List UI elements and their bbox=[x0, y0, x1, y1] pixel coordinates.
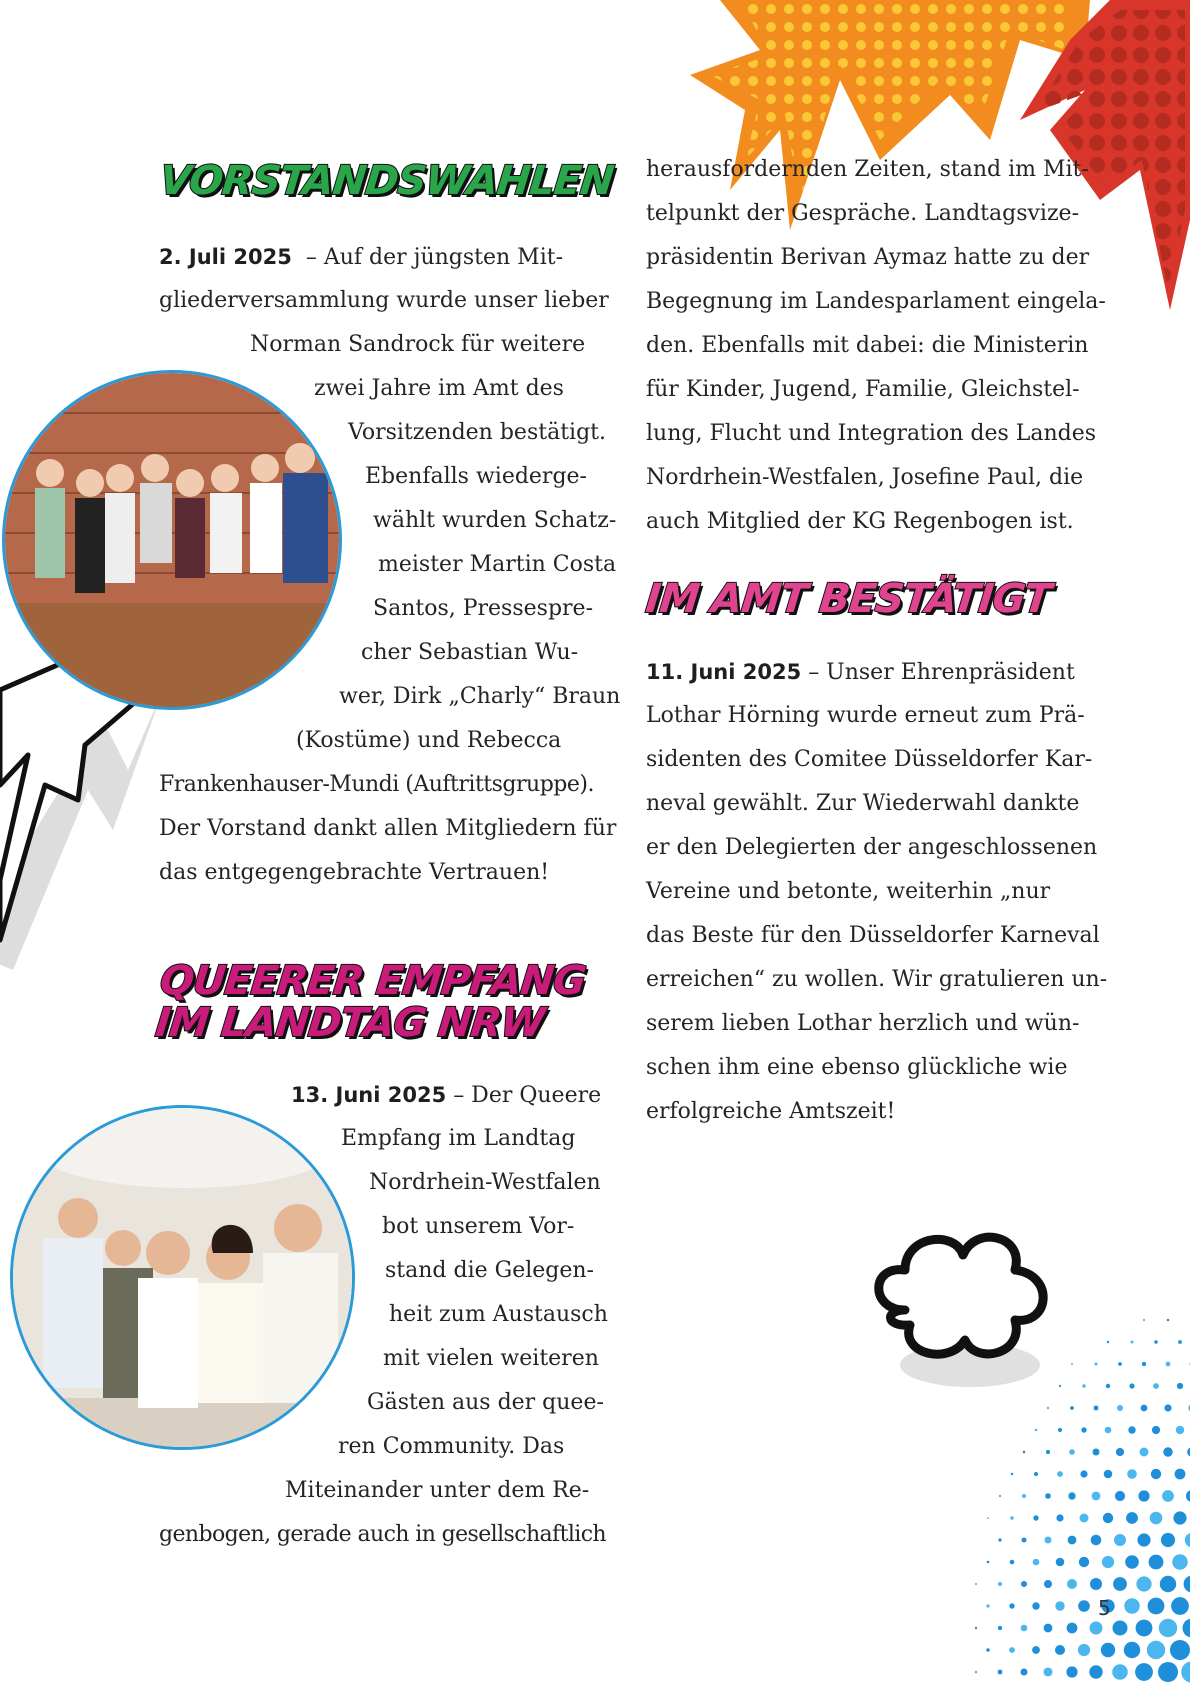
halftone-dot bbox=[1068, 1492, 1075, 1499]
halftone-dot bbox=[1021, 1581, 1027, 1587]
halftone-dot bbox=[1047, 1407, 1049, 1409]
halftone-dot bbox=[1105, 1427, 1112, 1434]
text-line: stand die Gelegen- bbox=[385, 1258, 594, 1283]
text-line: cher Sebastian Wu- bbox=[361, 640, 579, 665]
halftone-dot bbox=[1089, 1665, 1102, 1678]
text-line: Lothar Hörning wurde erneut zum Prä- bbox=[646, 703, 1085, 728]
halftone-dot bbox=[1176, 1426, 1184, 1434]
text-line: Gästen aus der quee- bbox=[367, 1390, 604, 1415]
halftone-dot bbox=[1116, 1448, 1124, 1456]
halftone-dot bbox=[1009, 1647, 1015, 1653]
halftone-dot bbox=[1163, 1447, 1172, 1456]
halftone-dot bbox=[999, 1495, 1001, 1497]
halftone-dot bbox=[1021, 1625, 1028, 1632]
text-line: Der Vorstand dankt allen Mitgliedern für bbox=[159, 816, 617, 841]
halftone-dot bbox=[1078, 1600, 1090, 1612]
halftone-dot bbox=[1106, 1384, 1110, 1388]
halftone-dot bbox=[1113, 1621, 1128, 1636]
halftone-dot bbox=[1045, 1537, 1052, 1544]
page-number: 5 bbox=[1098, 1596, 1111, 1620]
halftone-dot bbox=[1033, 1559, 1040, 1566]
halftone-dot bbox=[1143, 1319, 1145, 1321]
halftone-dot bbox=[1032, 1646, 1040, 1654]
halftone-dot bbox=[998, 1538, 1001, 1541]
halftone-dot bbox=[1093, 1449, 1100, 1456]
text-line: Santos, Pressespre- bbox=[373, 596, 593, 621]
text-line: bot unserem Vor- bbox=[382, 1214, 575, 1239]
halftone-dot bbox=[1091, 1535, 1102, 1546]
text-line: Miteinander unter dem Re- bbox=[285, 1478, 590, 1503]
halftone-dot bbox=[1044, 1624, 1053, 1633]
text-line: sidenten des Comitee Düsseldorfer Kar- bbox=[646, 747, 1093, 772]
halftone-dot bbox=[1135, 1663, 1153, 1681]
text-line: mit vielen weiteren bbox=[383, 1346, 599, 1371]
halftone-dot bbox=[1127, 1469, 1137, 1479]
text-line: genbogen, gerade auch in gesellschaftlich bbox=[159, 1522, 606, 1547]
halftone-dot bbox=[998, 1582, 1002, 1586]
text-line: Begegnung im Landesparlament eingela- bbox=[646, 289, 1106, 314]
text-line: lung, Flucht und Integration des Landes bbox=[646, 421, 1097, 446]
text-line: wählt wurden Schatz- bbox=[373, 508, 617, 533]
halftone-dot bbox=[1147, 1641, 1165, 1659]
halftone-dot bbox=[1151, 1469, 1161, 1479]
halftone-dot bbox=[1090, 1578, 1102, 1590]
halftone-dot bbox=[1045, 1493, 1051, 1499]
text-line: den. Ebenfalls mit dabei: die Ministerin bbox=[646, 333, 1089, 358]
text-line: – Auf der jüngsten Mit- bbox=[305, 245, 564, 270]
halftone-dot bbox=[1078, 1644, 1090, 1656]
halftone-dot bbox=[1136, 1576, 1151, 1591]
halftone-dot bbox=[1154, 1340, 1158, 1344]
halftone-dot bbox=[1159, 1619, 1177, 1637]
halftone-dot bbox=[1175, 1469, 1186, 1480]
section-heading-im-amt-bestaetigt: IM AMT BESTÄTIGT bbox=[643, 576, 1053, 622]
halftone-dot bbox=[1161, 1533, 1175, 1547]
halftone-dot bbox=[1148, 1598, 1165, 1615]
halftone-dot bbox=[1101, 1643, 1115, 1657]
halftone-dot bbox=[1010, 1560, 1015, 1565]
halftone-dot bbox=[1115, 1491, 1125, 1501]
halftone-dot bbox=[1170, 1640, 1190, 1660]
text-line: Norman Sandrock für weitere bbox=[250, 332, 586, 357]
text-line: – Der Queere bbox=[453, 1083, 602, 1108]
halftone-dot bbox=[1056, 1558, 1065, 1567]
text-line: das entgegengebrachte Vertrauen! bbox=[159, 860, 550, 885]
text-line: Ebenfalls wiederge- bbox=[365, 464, 587, 489]
halftone-dot bbox=[1092, 1492, 1101, 1501]
halftone-dot bbox=[975, 1627, 977, 1629]
halftone-dot bbox=[1186, 1490, 1190, 1502]
halftone-dot bbox=[1124, 1642, 1140, 1658]
halftone-dot bbox=[1137, 1533, 1150, 1546]
halftone-dot bbox=[1057, 1471, 1063, 1477]
text-line: ren Community. Das bbox=[338, 1434, 565, 1459]
halftone-dot bbox=[975, 1583, 977, 1585]
halftone-dot bbox=[1149, 1555, 1164, 1570]
halftone-dot bbox=[1055, 1645, 1065, 1655]
halftone-dot bbox=[1171, 1597, 1189, 1615]
halftone-dot bbox=[1153, 1383, 1159, 1389]
halftone-dot bbox=[1128, 1426, 1135, 1433]
halftone-dot bbox=[1046, 1450, 1050, 1454]
halftone-dot bbox=[1022, 1494, 1026, 1498]
halftone-dot bbox=[1102, 1556, 1114, 1568]
heading-line: QUEERER EMPFANG bbox=[157, 958, 588, 1004]
halftone-dot bbox=[1070, 1406, 1074, 1410]
halftone-dot bbox=[986, 1648, 990, 1652]
halftone-dot bbox=[1162, 1490, 1174, 1502]
halftone-dot bbox=[1055, 1601, 1064, 1610]
halftone-dot bbox=[1058, 1428, 1062, 1432]
halftone-dot bbox=[1172, 1554, 1187, 1569]
heading-line: IM LANDTAG NRW bbox=[153, 1000, 547, 1046]
text-line: Nordrhein-Westfalen, Josefine Paul, die bbox=[646, 465, 1084, 490]
text-line: erreichen“ zu wollen. Wir gratulieren un- bbox=[646, 967, 1108, 992]
halftone-dot bbox=[1094, 1406, 1099, 1411]
text-line: telpunkt der Gespräche. Landtagsvize- bbox=[646, 201, 1080, 226]
halftone-dot bbox=[1136, 1620, 1153, 1637]
section1-date: 2. Juli 2025 bbox=[159, 245, 292, 269]
halftone-dot bbox=[1185, 1533, 1190, 1547]
halftone-dot bbox=[1173, 1511, 1186, 1524]
section-heading-queerer-empfang bbox=[154, 960, 588, 1044]
text-line: zwei Jahre im Amt des bbox=[314, 376, 564, 401]
halftone-dot bbox=[1068, 1536, 1077, 1545]
halftone-dot bbox=[998, 1626, 1002, 1630]
halftone-dot bbox=[1152, 1426, 1160, 1434]
halftone-dot bbox=[1150, 1512, 1163, 1525]
text-line: präsidentin Berivan Aymaz hatte zu der bbox=[646, 245, 1090, 270]
text-line: Vorsitzenden bestätigt. bbox=[348, 420, 606, 445]
halftone-dot bbox=[1184, 1576, 1190, 1593]
halftone-dot bbox=[1160, 1576, 1176, 1592]
halftone-dot bbox=[1126, 1512, 1138, 1524]
halftone-dot bbox=[1090, 1622, 1103, 1635]
text-line: das Beste für den Düsseldorfer Karneval bbox=[646, 923, 1100, 948]
group-photo-landtag bbox=[10, 1105, 355, 1450]
halftone-dot bbox=[1142, 1362, 1146, 1366]
text-line: neval gewählt. Zur Wiederwahl dankte bbox=[646, 791, 1080, 816]
halftone-dot bbox=[1141, 1405, 1148, 1412]
halftone-dot bbox=[1080, 1514, 1089, 1523]
halftone-dot bbox=[975, 1671, 978, 1674]
halftone-dots-decoration bbox=[880, 1100, 1190, 1683]
halftone-dot bbox=[1010, 1516, 1014, 1520]
halftone-dot bbox=[1033, 1515, 1038, 1520]
text-line: herausfordernden Zeiten, stand im Mit- bbox=[646, 157, 1089, 182]
halftone-dot bbox=[1044, 1580, 1052, 1588]
halftone-dot bbox=[1125, 1555, 1139, 1569]
text-line: serem lieben Lothar herzlich und wün- bbox=[646, 1011, 1080, 1036]
halftone-dot bbox=[1178, 1340, 1182, 1344]
halftone-dot bbox=[1107, 1341, 1109, 1343]
halftone-dot bbox=[1181, 1661, 1190, 1682]
halftone-dot bbox=[1138, 1490, 1149, 1501]
halftone-dot bbox=[1059, 1385, 1061, 1387]
halftone-dot bbox=[986, 1604, 989, 1607]
halftone-dot bbox=[1081, 1427, 1086, 1432]
halftone-dot bbox=[1177, 1383, 1183, 1389]
section-heading-vorstandswahlen: VORSTANDSWAHLEN bbox=[157, 158, 616, 204]
halftone-dot bbox=[998, 1670, 1003, 1675]
section3-date: 11. Juni 2025 bbox=[646, 660, 802, 684]
halftone-dot bbox=[1032, 1602, 1039, 1609]
halftone-dot bbox=[1022, 1538, 1027, 1543]
text-line: für Kinder, Jugend, Familie, Gleichstel- bbox=[646, 377, 1080, 402]
halftone-dot bbox=[987, 1561, 990, 1564]
halftone-dot bbox=[1129, 1383, 1134, 1388]
text-line: wer, Dirk „Charly“ Braun bbox=[339, 684, 621, 709]
text-line: erfolgreiche Amtszeit! bbox=[646, 1099, 896, 1124]
halftone-dot bbox=[1035, 1429, 1038, 1432]
halftone-dot bbox=[1131, 1341, 1134, 1344]
halftone-dot bbox=[1117, 1405, 1123, 1411]
halftone-dot bbox=[1103, 1513, 1113, 1523]
halftone-dot bbox=[1069, 1449, 1075, 1455]
text-line: gliederversammlung wurde unser lieber bbox=[159, 288, 609, 313]
section2-date: 13. Juni 2025 bbox=[291, 1083, 447, 1107]
text-line: Nordrhein-Westfalen bbox=[369, 1170, 601, 1195]
halftone-dot bbox=[1044, 1668, 1053, 1677]
text-line: er den Delegierten der angeschlossenen bbox=[646, 835, 1098, 860]
text-line: – Unser Ehrenpräsident bbox=[808, 660, 1075, 685]
halftone-dot bbox=[1114, 1534, 1126, 1546]
halftone-dot bbox=[1124, 1598, 1139, 1613]
text-line: heit zum Austausch bbox=[389, 1302, 608, 1327]
halftone-dot bbox=[1056, 1514, 1063, 1521]
halftone-dot bbox=[1166, 1362, 1171, 1367]
text-line: schen ihm eine ebenso glückliche wie bbox=[646, 1055, 1068, 1080]
text-line: Frankenhauser-Mundi (Auftrittsgruppe). bbox=[159, 772, 594, 797]
halftone-dot bbox=[1158, 1662, 1178, 1682]
halftone-dot bbox=[1080, 1470, 1087, 1477]
halftone-dot bbox=[1164, 1404, 1171, 1411]
text-line: Vereine und betonte, weiterhin „nur bbox=[646, 879, 1051, 904]
halftone-dot bbox=[1079, 1557, 1089, 1567]
halftone-dot bbox=[987, 1517, 989, 1519]
halftone-dot bbox=[1034, 1472, 1038, 1476]
halftone-dot bbox=[1067, 1623, 1078, 1634]
text-line: auch Mitglied der KG Regenbogen ist. bbox=[646, 509, 1074, 534]
halftone-dot bbox=[1011, 1473, 1013, 1475]
halftone-dot bbox=[1104, 1470, 1113, 1479]
halftone-dot bbox=[1071, 1363, 1073, 1365]
halftone-dot bbox=[1113, 1577, 1127, 1591]
halftone-dot bbox=[1067, 1579, 1077, 1589]
halftone-dot bbox=[1023, 1451, 1026, 1454]
group-photo-board bbox=[2, 370, 342, 710]
halftone-dot bbox=[1183, 1619, 1190, 1638]
halftone-dot bbox=[1009, 1603, 1014, 1608]
halftone-dot bbox=[1118, 1362, 1122, 1366]
text-line: (Kostüme) und Rebecca bbox=[296, 728, 562, 753]
halftone-dot bbox=[1066, 1666, 1077, 1677]
halftone-dot bbox=[1167, 1319, 1170, 1322]
halftone-dot bbox=[1095, 1363, 1098, 1366]
text-line: meister Martin Costa bbox=[378, 552, 617, 577]
halftone-dot bbox=[1082, 1384, 1085, 1387]
halftone-dot bbox=[1021, 1669, 1028, 1676]
halftone-dot bbox=[1112, 1664, 1128, 1680]
text-line: Empfang im Landtag bbox=[341, 1126, 576, 1151]
halftone-dot bbox=[1140, 1448, 1149, 1457]
